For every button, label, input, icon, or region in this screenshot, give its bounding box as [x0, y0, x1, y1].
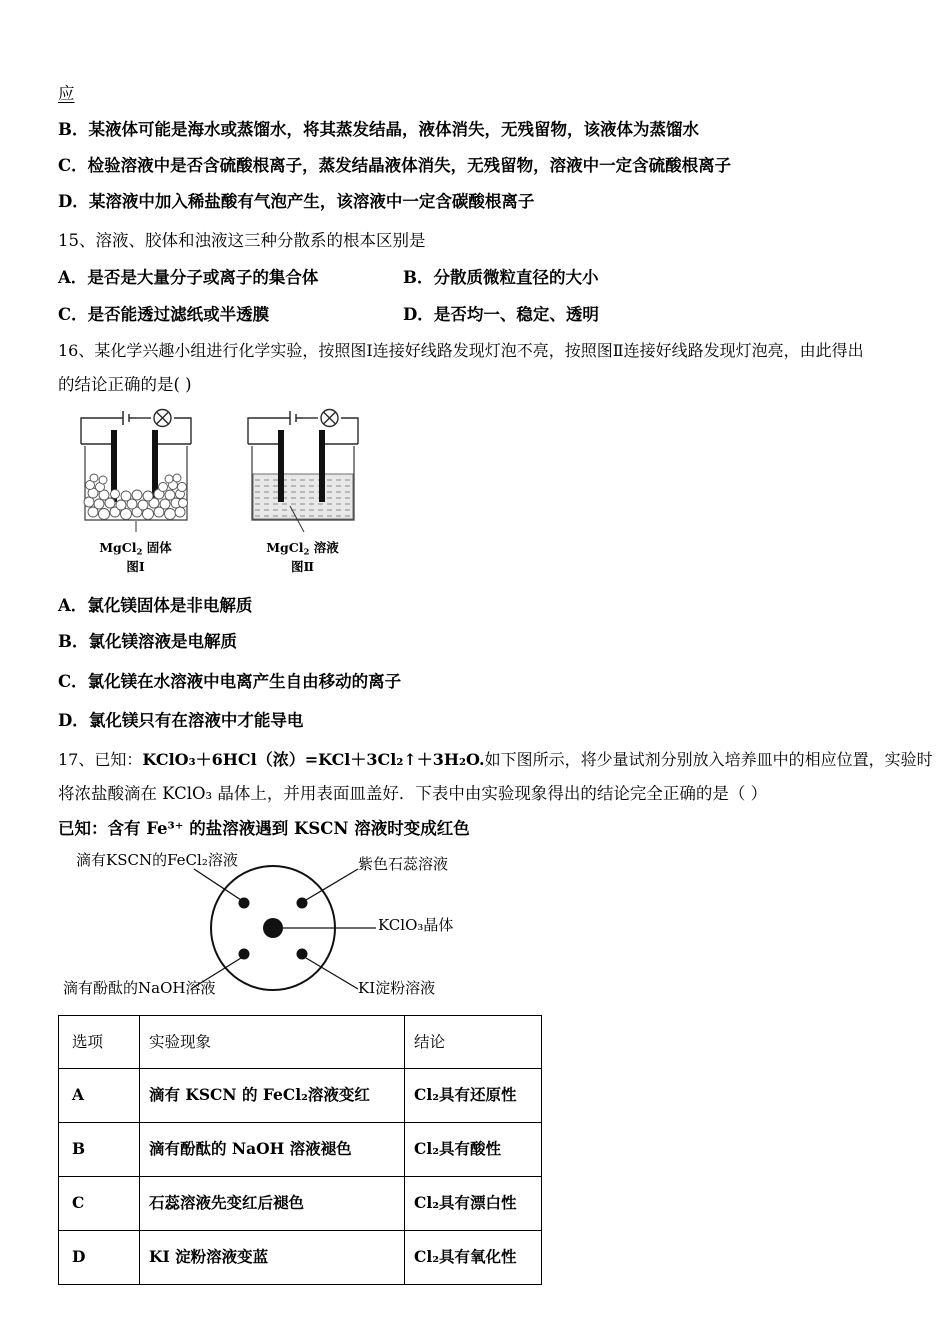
question-15-options-row-1: [58, 264, 920, 288]
option-label: C．: [58, 671, 88, 691]
cell-conclusion: Cl₂具有酸性: [405, 1122, 542, 1176]
figure-2-number: 图Ⅱ: [290, 559, 315, 575]
option-label: D．: [58, 192, 89, 212]
circuit-diagram-solution: [230, 408, 375, 536]
lamp-icon: [154, 410, 171, 427]
cell-phenomenon: 石蕊溶液先变红后褪色: [140, 1176, 405, 1230]
cell-phenomenon: 滴有酚酞的 NaOH 溶液褪色: [140, 1122, 405, 1176]
figure-2-substance: MgCl$_2$ 溶液: [266, 540, 339, 558]
figure-petri-dish: [58, 851, 518, 1001]
electrode-left: [278, 430, 284, 502]
kclo3-crystal: [263, 918, 283, 938]
figure-1-solid-circuit: [63, 408, 208, 576]
header-phenomenon: 实验现象: [140, 1015, 405, 1068]
option-row: [58, 118, 920, 141]
question-17-known-info: [58, 817, 920, 841]
option-row: [58, 630, 920, 653]
option-row: [58, 190, 920, 213]
question-16-stem-line-1: [58, 339, 920, 362]
cell-conclusion: Cl₂具有漂白性: [405, 1176, 542, 1230]
option-text: 是否均一、稳定、透明: [433, 305, 599, 325]
question-text-cont: 的结论正确的是( ): [58, 375, 192, 395]
option-text: 氯化镁溶液是电解质: [88, 632, 237, 652]
question-number: 15、: [58, 231, 96, 251]
question-text: 某化学兴趣小组进行化学实验，按照图Ⅰ连接好线路发现灯泡不亮，按照图Ⅱ连接好线路发现灯泡亮，由此得出: [94, 341, 864, 361]
cell-option: D: [59, 1230, 140, 1284]
option-label: D．: [58, 710, 89, 730]
table-row: [59, 1176, 542, 1230]
option-text: 是否是大量分子或离子的集合体: [87, 268, 319, 288]
cell-conclusion: Cl₂具有氧化性: [405, 1230, 542, 1284]
option-text: 氯化镁固体是非电解质: [87, 596, 253, 616]
option-label: A．: [58, 268, 88, 288]
table-row: [59, 1122, 542, 1176]
page-content: [58, 80, 933, 1285]
option-text: 某溶液中加入稀盐酸有气泡产生，该溶液中一定含碳酸根离子: [88, 192, 535, 212]
dish-label-bottom-left: 滴有酚酞的NaOH溶液: [63, 978, 216, 997]
table-row: [59, 1230, 542, 1284]
lamp-icon: [321, 410, 338, 427]
option-label: B．: [58, 120, 89, 139]
drop-top-right: [297, 897, 308, 908]
question-17-stem-line-1: [58, 748, 933, 771]
header-conclusion: 结论: [405, 1015, 542, 1068]
table-row: [59, 1068, 542, 1122]
option-row: [58, 709, 920, 732]
option-text: 是否能透过滤纸或半透膜: [87, 305, 270, 325]
option-row: [403, 301, 920, 325]
experiment-conclusion-table: [58, 1015, 542, 1285]
header-option: 选项: [59, 1015, 140, 1068]
option-text: 氯化镁在水溶液中电离产生自由移动的离子: [87, 671, 402, 691]
question-17-stem-line-2: [58, 782, 920, 806]
figure-circuits: [58, 408, 388, 576]
question-15-stem: [58, 229, 920, 253]
option-text: 氯化镁只有在溶液中才能导电: [88, 710, 304, 730]
figure-2-caption: [230, 540, 375, 576]
leader-lines: [191, 869, 376, 989]
cell-phenomenon: 滴有 KSCN 的 FeCl₂溶液变红: [140, 1068, 405, 1122]
option-label: B．: [58, 632, 89, 652]
option-label: B．: [403, 268, 434, 288]
question-16-stem-line-2: [58, 373, 920, 397]
dish-label-top-left: 滴有KSCN的FeCl₂溶液: [76, 850, 238, 869]
question-text: 溶液、胶体和浊液这三种分散系的根本区别是: [95, 231, 426, 251]
figure-1-number: 图Ⅰ: [126, 559, 145, 575]
option-row: [58, 594, 920, 617]
figure-2-solution-circuit: [230, 408, 375, 576]
circuit-diagram-solid: [63, 408, 208, 536]
chemical-equation: KClO₃＋6HCl（浓）=KCl＋3Cl₂↑＋3H₂O.: [142, 749, 485, 769]
solid-particles: [84, 474, 188, 520]
dish-label-top-right: 紫色石蕊溶液: [358, 854, 449, 873]
cell-phenomenon: KI 淀粉溶液变蓝: [140, 1230, 405, 1284]
question-text: 如下图所示，将少量试剂分别放入培养皿中的相应位置，实验时: [484, 749, 933, 769]
option-row: [58, 264, 403, 288]
option-row: [58, 301, 403, 325]
question-text-cont: 将浓盐酸滴在 KClO₃ 晶体上，并用表面皿盖好．下表中由实验现象得出的结论完全正确的是（ ）: [58, 783, 768, 803]
option-label: D．: [403, 305, 434, 325]
cell-option: B: [59, 1122, 140, 1176]
cell-option: C: [59, 1176, 140, 1230]
figure-1-caption: [63, 540, 208, 576]
option-row: [58, 154, 920, 177]
figure-1-substance: MgCl$_2$ 固体: [99, 540, 172, 558]
dish-label-bottom-right: KI淀粉溶液: [358, 978, 436, 997]
liquid-body: [253, 474, 353, 519]
question-number: 17、: [58, 749, 95, 769]
dish-label-crystal: KClO₃晶体: [378, 915, 454, 934]
drop-bottom-right: [297, 948, 308, 959]
option-row: [403, 264, 920, 288]
cell-option: A: [59, 1068, 140, 1122]
option-label: C．: [58, 156, 88, 176]
electrode-right: [319, 430, 325, 502]
question-prefix: 已知：: [94, 749, 143, 769]
question-number: 16、: [58, 341, 95, 361]
option-row: [58, 670, 920, 693]
option-text: 检验溶液中是否含硫酸根离子，蒸发结晶液体消失，无残留物，溶液中一定含硫酸根离子: [87, 156, 732, 176]
known-text: 已知：含有 Fe³⁺ 的盐溶液遇到 KSCN 溶液时变成红色: [58, 818, 470, 838]
continuation-character: 应: [58, 84, 75, 103]
option-text: 某液体可能是海水或蒸馏水，将其蒸发结晶，液体消失，无残留物，该液体为蒸馏水: [88, 120, 699, 139]
option-text: 分散质微粒直径的大小: [433, 268, 599, 288]
cell-conclusion: Cl₂具有还原性: [405, 1068, 542, 1122]
option-label: A．: [58, 596, 88, 616]
question-15-options-row-2: [58, 301, 920, 325]
option-label: C．: [58, 305, 88, 325]
table-header-row: [59, 1015, 542, 1068]
